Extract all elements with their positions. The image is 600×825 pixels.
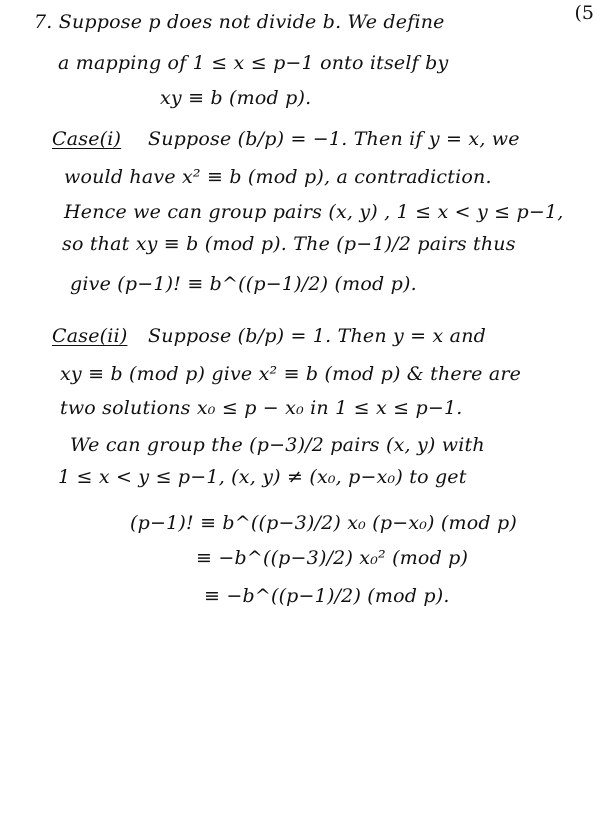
case-ii-line-4: We can group the (p−3)/2 pairs (x, y) with (70, 434, 485, 456)
problem-statement-line-1: 7. Suppose p does not divide b. We define (34, 11, 445, 33)
congruence-step-2: ≡ −b^((p−3)/2) x₀² (mod p) (196, 547, 469, 569)
case-ii-label: Case(ii) (52, 325, 128, 347)
case-i-result: give (p−1)! ≡ b^((p−1)/2) (mod p). (70, 273, 417, 295)
case-ii-line-3: two solutions x₀ ≤ p − x₀ in 1 ≤ x ≤ p−1. (60, 397, 463, 419)
mapping-congruence: xy ≡ b (mod p). (160, 87, 312, 109)
page-number: (5 (574, 2, 594, 24)
case-i-line-2: would have x² ≡ b (mod p), a contradiction. (64, 166, 492, 188)
case-ii-line-1: Suppose (b/p) = 1. Then y = x and (148, 325, 487, 347)
case-ii-line-5: 1 ≤ x < y ≤ p−1, (x, y) ≠ (x₀, p−x₀) to get (58, 466, 467, 488)
problem-statement-line-2: a mapping of 1 ≤ x ≤ p−1 onto itself by (58, 52, 449, 74)
case-i-line-4: so that xy ≡ b (mod p). The (p−1)/2 pairs thus (62, 233, 516, 255)
factorial-congruence: (p−1)! ≡ b^((p−3)/2) x₀ (p−x₀) (mod p) (130, 512, 517, 534)
case-i-label: Case(i) (52, 128, 122, 150)
case-i-line-1: Suppose (b/p) = −1. Then if y = x, we (148, 128, 520, 150)
case-i-line-3: Hence we can group pairs (x, y) , 1 ≤ x < y ≤ p−1, (64, 201, 564, 223)
case-ii-line-2: xy ≡ b (mod p) give x² ≡ b (mod p) & there are (60, 363, 522, 385)
congruence-step-3: ≡ −b^((p−1)/2) (mod p). (204, 585, 450, 607)
